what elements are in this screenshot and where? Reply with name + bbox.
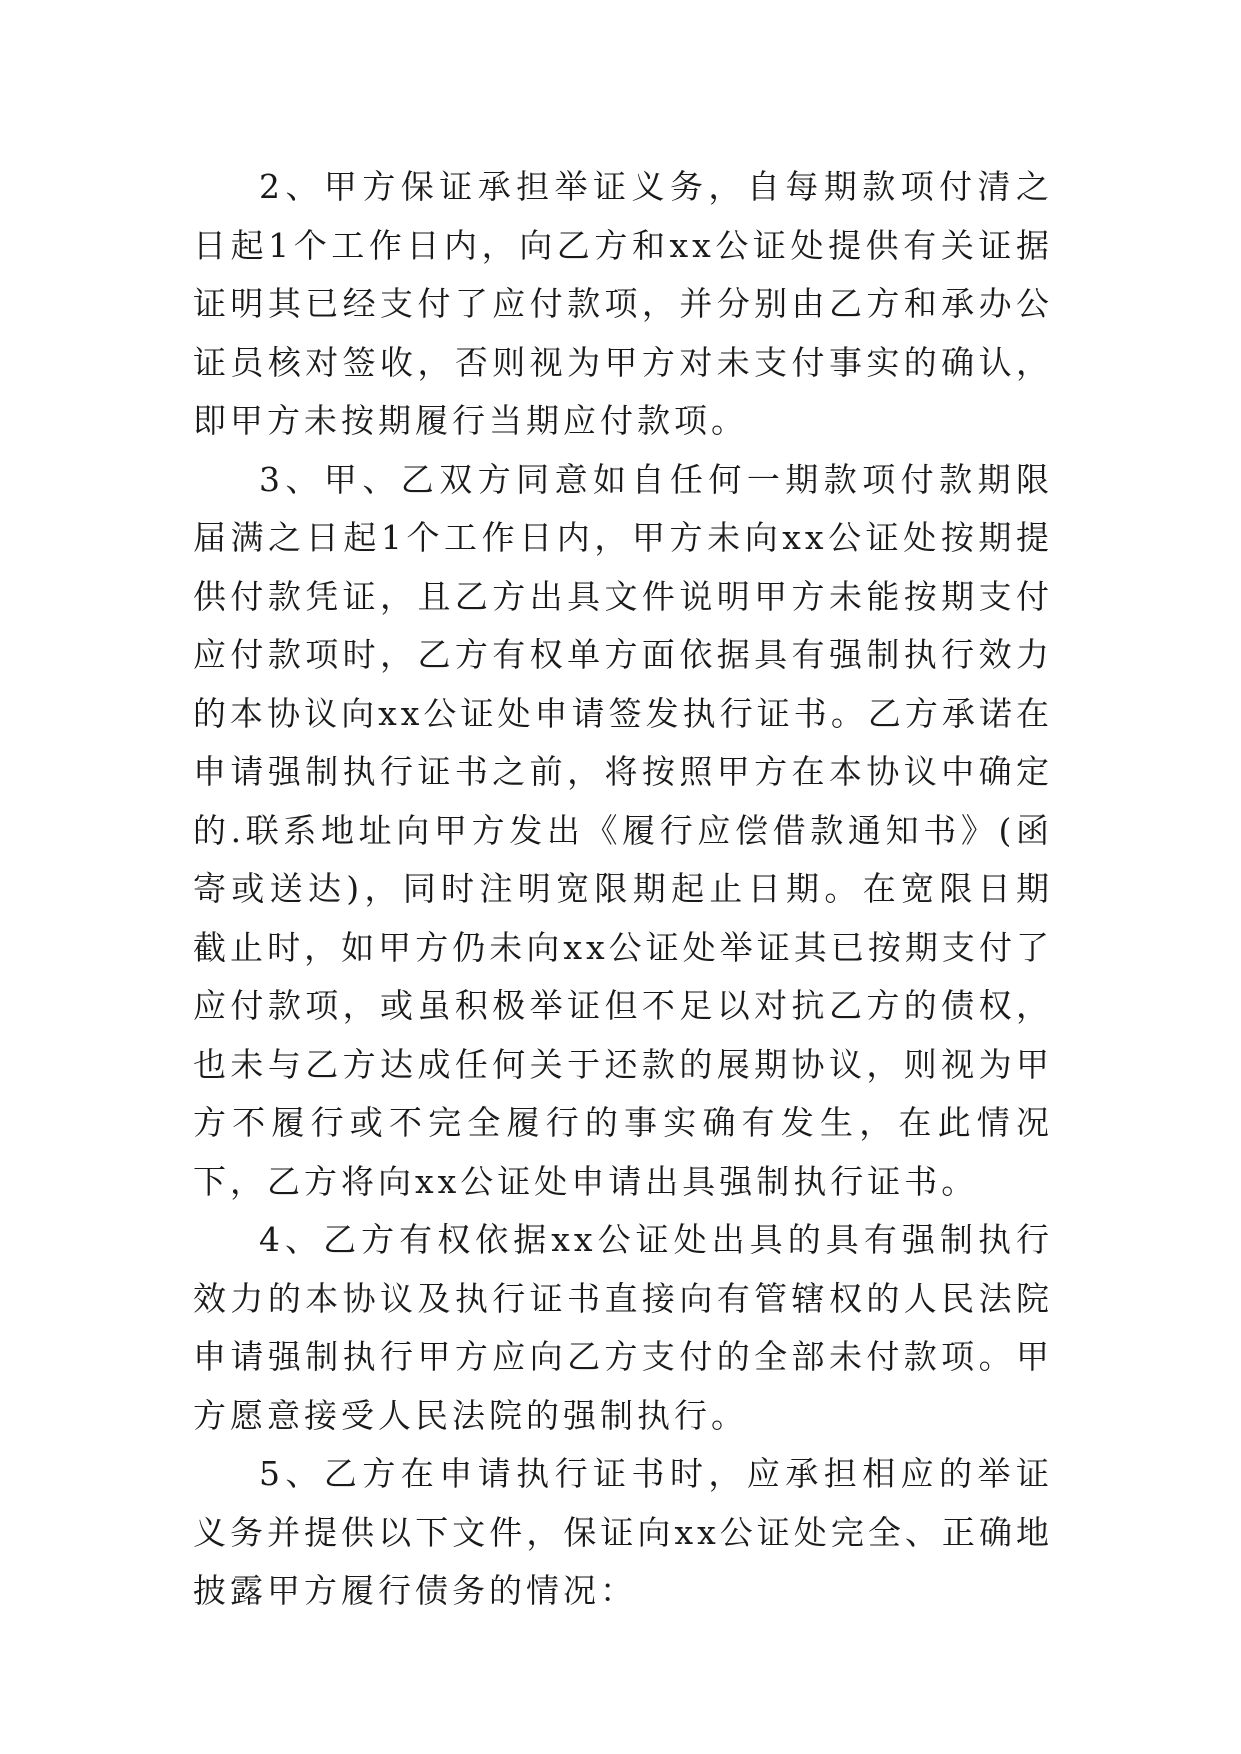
clause-2-paragraph: 2、甲方保证承担举证义务，自每期款项付清之日起1个工作日内，向乙方和xx公证处提供有关证据证明其已经支付了应付款项，并分别由乙方和承办公证员核对签收，否则视为甲方对未支付事实的确认，即甲方未按期履行当期应付款项。 <box>193 167 1053 440</box>
clause-4-paragraph: 4、乙方有权依据xx公证处出具的具有强制执行效力的本协议及执行证书直接向有管辖权的人民法院申请强制执行甲方应向乙方支付的全部未付款项。甲方愿意接受人民法院的强制执行。 <box>193 1220 1053 1435</box>
clause-3-paragraph: 3、甲、乙双方同意如自任何一期款项付款期限届满之日起1个工作日内，甲方未向xx公证处按期提供付款凭证，且乙方出具文件说明甲方未能按期支付应付款项时，乙方有权单方面依据具有强制执行效力的本协议向xx公证处申请签发执行证书。乙方承诺在申请强制执行证书之前，将按照甲方在本协议中确定的.联系地址向甲方发出《履行应偿借款通知书》(函寄或送达)，同时注明宽限期起止日期。在宽限日期截止时，如甲方仍未向xx公证处举证其已按期支付了应付款项，或虽积极举证但不足以对抗乙方的债权，也未与乙方达成任何关于还款的展期协议，则视为甲方不履行或不完全履行的事实确有发生，在此情况下，乙方将向xx公证处申请出具强制执行证书。 <box>193 459 1053 1201</box>
clause-5-paragraph: 5、乙方在申请执行证书时，应承担相应的举证义务并提供以下文件，保证向xx公证处完全、正确地披露甲方履行债务的情况： <box>193 1454 1053 1610</box>
document-body <box>193 158 1053 1621</box>
